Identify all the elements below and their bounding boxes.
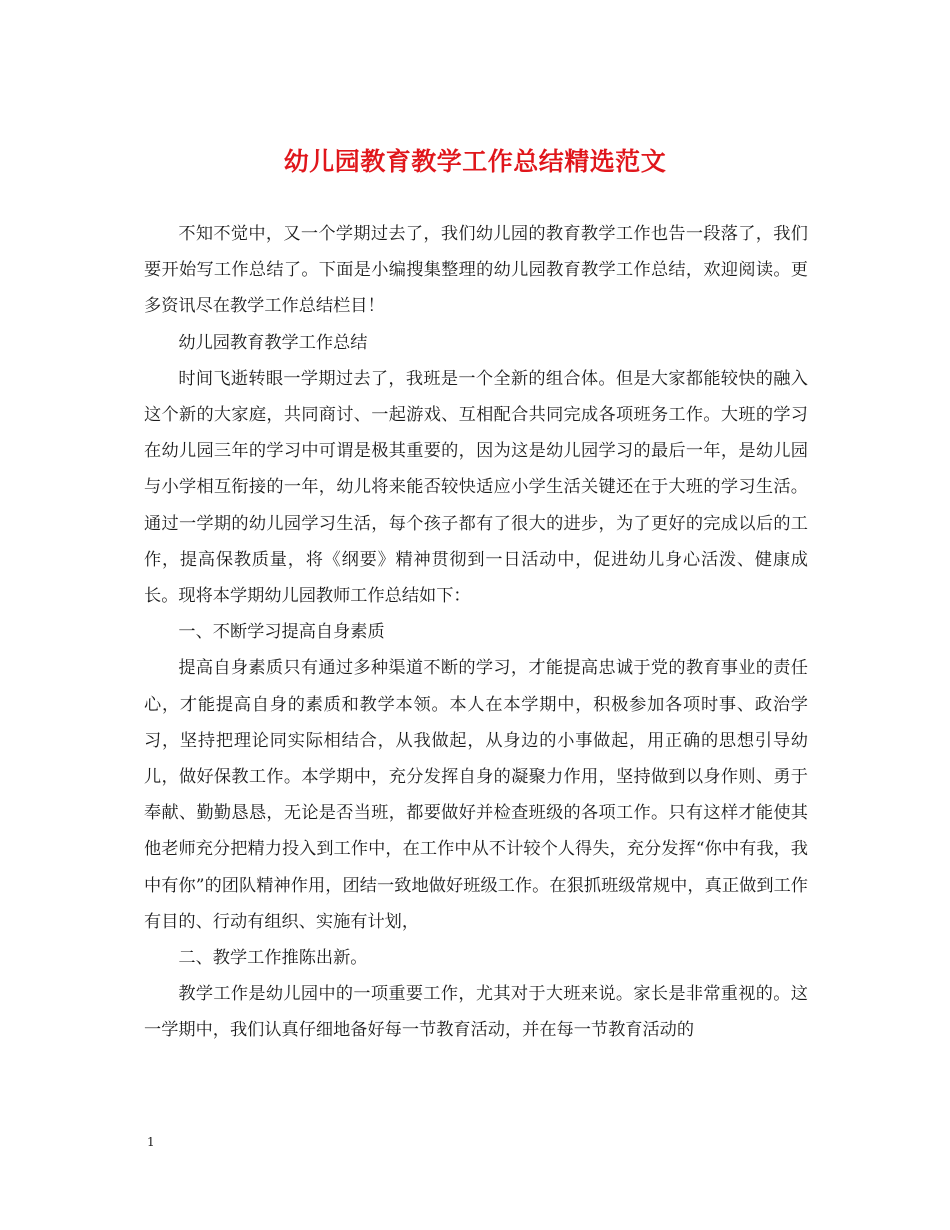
- section-heading-2: 二、教学工作推陈出新。: [178, 948, 368, 969]
- document-title: 幼儿园教育教学工作总结精选范文: [283, 147, 667, 176]
- paragraph-section-2: 教学工作是幼儿园中的一项重要工作，尤其对于大班来说。家长是非常重视的。这一学期中，我们认真仔细地备好每一节教育活动，并在每一节教育活动的: [144, 984, 808, 1041]
- page-number: 1: [147, 1135, 155, 1149]
- paragraph-overview: 时间飞逝转眼一学期过去了，我班是一个全新的组合体。但是大家都能较快的融入这个新的大家庭，共同商讨、一起游戏、互相配合共同完成各项班务工作。大班的学习在幼儿园三年的学习中可谓是极其重要的，因为这是幼儿园学习的最后一年，是幼儿园与小学相互衔接的一年，幼儿将来能否较快适应小学生活关键还在于大班的学习生活。通过一学期的幼儿园学习生活，每个孩子都有了很大的进步，为了更好的完成以后的工作，提高保教质量，将《纲要》精神贯彻到一日活动中，促进幼儿身心活泼、健康成长。现将本学期幼儿园教师工作总结如下：: [144, 368, 808, 607]
- document-body: [144, 216, 808, 1049]
- section-heading-1: 一、不断学习提高自身素质: [178, 622, 385, 643]
- paragraph-section-1: 提高自身素质只有通过多种渠道不断的学习，才能提高忠诚于党的教育事业的责任心，才能提高自身的素质和教学本领。本人在本学期中，积极参加各项时事、政治学习，坚持把理论同实际相结合，从我做起，从身边的小事做起，用正确的思想引导幼儿，做好保教工作。本学期中，充分发挥自身的凝聚力作用，坚持做到以身作则、勇于奉献、勤勤恳恳，无论是否当班，都要做好并检查班级的各项工作。只有这样才能使其他老师充分把精力投入到工作中，在工作中从不计较个人得失，充分发挥“你中有我，我中有你”的团队精神作用，团结一致地做好班级工作。在狠抓班级常规中，真正做到工作有目的、行动有组织、实施有计划，: [144, 658, 808, 932]
- paragraph-subtitle: 幼儿园教育教学工作总结: [178, 332, 368, 353]
- paragraph-intro: 不知不觉中，又一个学期过去了，我们幼儿园的教育教学工作也告一段落了，我们要开始写工作总结了。下面是小编搜集整理的幼儿园教育教学工作总结，欢迎阅读。更多资讯尽在教学工作总结栏目！: [144, 224, 808, 317]
